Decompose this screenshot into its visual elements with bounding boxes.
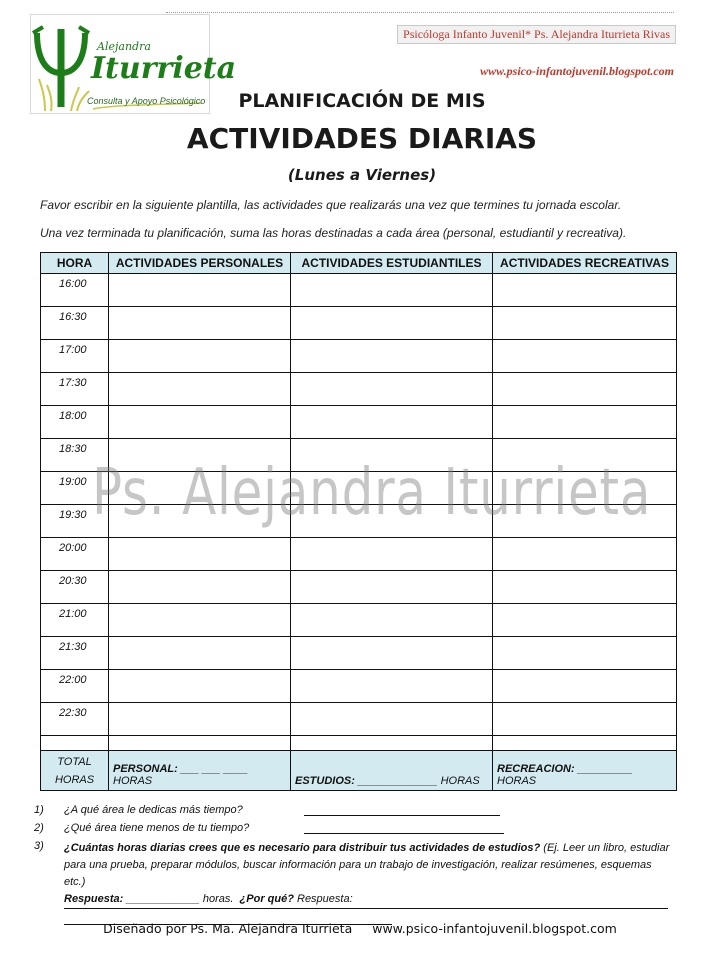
personal-cell[interactable]	[109, 406, 291, 439]
total-recreation-blank: _________	[577, 763, 633, 775]
study-cell[interactable]	[291, 373, 493, 406]
instruction-1: Favor escribir en la siguiente plantilla, las actividades que realizarás una vez que termines tu jornada escolar.	[40, 198, 622, 212]
time-cell: 20:00	[41, 538, 109, 571]
answer-blank[interactable]: ____________	[126, 893, 200, 905]
personal-cell[interactable]	[109, 307, 291, 340]
answer-label: Respuesta:	[64, 893, 124, 905]
recreation-cell[interactable]	[493, 307, 677, 340]
question-2	[34, 822, 674, 834]
cell-blank[interactable]	[291, 736, 493, 751]
time-cell: 21:00	[41, 604, 109, 637]
table-row	[41, 307, 677, 340]
total-studies-blank: _____________	[357, 775, 438, 787]
personal-cell[interactable]	[109, 604, 291, 637]
study-cell[interactable]	[291, 604, 493, 637]
question-1-number: 1)	[34, 804, 44, 816]
study-cell[interactable]	[291, 670, 493, 703]
extra-answer-line[interactable]	[64, 908, 668, 909]
question-3-bold: ¿Cuántas horas diarias crees que es necesario para distribuir tus actividades de estudios?	[64, 842, 541, 854]
total-label-2: HORAS	[54, 773, 95, 786]
total-recreation[interactable]	[493, 751, 677, 791]
personal-cell[interactable]	[109, 538, 291, 571]
study-cell[interactable]	[291, 637, 493, 670]
time-cell: 18:30	[41, 439, 109, 472]
personal-cell[interactable]	[109, 373, 291, 406]
header-estudiantiles: ACTIVIDADES ESTUDIANTILES	[291, 253, 493, 274]
time-cell: 16:30	[41, 307, 109, 340]
recreation-cell[interactable]	[493, 637, 677, 670]
time-cell: 17:30	[41, 373, 109, 406]
recreation-cell[interactable]	[493, 406, 677, 439]
table-row	[41, 274, 677, 307]
table-row	[41, 340, 677, 373]
answer-unit: horas.	[199, 893, 234, 905]
table-row	[41, 373, 677, 406]
header-recreativas: ACTIVIDADES RECREATIVAS	[493, 253, 677, 274]
total-recreation-unit: HORAS	[497, 775, 537, 787]
total-studies[interactable]	[291, 751, 493, 791]
table-row	[41, 670, 677, 703]
total-studies-unit: HORAS	[440, 775, 480, 787]
recreation-cell[interactable]	[493, 538, 677, 571]
logo-subtitle: Consulta y Apoyo Psicológico	[87, 96, 206, 106]
personal-cell[interactable]	[109, 340, 291, 373]
question-1	[34, 804, 674, 816]
footer-url[interactable]: www.psico-infantojuvenil.blogspot.com	[372, 921, 617, 936]
title-line-1: PLANIFICACIÓN DE MIS	[238, 90, 486, 112]
recreation-cell[interactable]	[493, 670, 677, 703]
table-row-blank	[41, 736, 677, 751]
personal-cell[interactable]	[109, 670, 291, 703]
table-row	[41, 538, 677, 571]
personal-cell[interactable]	[109, 637, 291, 670]
top-dotted-rule	[166, 12, 674, 13]
recreation-cell[interactable]	[493, 373, 677, 406]
watermark: Ps. Alejandra Iturrieta	[92, 456, 652, 530]
question-2-text: ¿Qué área tiene menos de tu tiempo?	[64, 822, 250, 834]
question-1-answer-line[interactable]	[304, 815, 500, 816]
recreation-cell[interactable]	[493, 604, 677, 637]
personal-cell[interactable]	[109, 571, 291, 604]
question-2-answer-line[interactable]	[304, 833, 504, 834]
table-row	[41, 406, 677, 439]
study-cell[interactable]	[291, 340, 493, 373]
question-3	[34, 840, 674, 925]
table-row	[41, 571, 677, 604]
question-3-example: (Ej. Leer un libro, estudiar para una prueba, preparar módulos, buscar información para un trabajo de investigación, realizar resúmenes, esquemas etc.)	[64, 842, 670, 888]
total-personal-blank: ___ ___ ____	[180, 763, 249, 775]
personal-cell[interactable]	[109, 703, 291, 736]
table-row-total	[41, 751, 677, 791]
study-cell[interactable]	[291, 307, 493, 340]
time-cell: 19:30	[41, 505, 109, 538]
study-cell[interactable]	[291, 538, 493, 571]
personal-cell[interactable]	[109, 274, 291, 307]
total-studies-label: ESTUDIOS:	[295, 775, 355, 787]
cell-blank[interactable]	[109, 736, 291, 751]
footer	[0, 921, 720, 936]
footer-designer: Diseñado por Ps. Ma. Alejandra Iturrieta	[103, 921, 353, 936]
questions	[34, 804, 674, 931]
recreation-cell[interactable]	[493, 703, 677, 736]
instruction-2: Una vez terminada tu planificación, suma las horas destinadas a cada área (personal, estudiantil y recreativa).	[40, 226, 627, 240]
table-row	[41, 637, 677, 670]
total-personal[interactable]	[109, 751, 291, 791]
header-personales: ACTIVIDADES PERSONALES	[109, 253, 291, 274]
recreation-cell[interactable]	[493, 340, 677, 373]
cell-blank[interactable]	[493, 736, 677, 751]
recreation-cell[interactable]	[493, 274, 677, 307]
time-cell: 22:30	[41, 703, 109, 736]
table-header-row	[41, 253, 677, 274]
header-badge: Psicóloga Infanto Juvenil* Ps. Alejandra Iturrieta Rivas	[397, 25, 676, 44]
total-personal-label: PERSONAL:	[113, 763, 178, 775]
table-row	[41, 604, 677, 637]
time-cell: 22:00	[41, 670, 109, 703]
question-1-text: ¿A qué área le dedicas más tiempo?	[64, 804, 243, 816]
total-label-1: TOTAL	[57, 755, 92, 768]
time-cell: 17:00	[41, 340, 109, 373]
title-line-3: (Lunes a Viernes)	[287, 166, 437, 184]
total-recreation-label: RECREACION:	[497, 763, 575, 775]
study-cell[interactable]	[291, 274, 493, 307]
time-cell: 20:30	[41, 571, 109, 604]
time-cell: 16:00	[41, 274, 109, 307]
total-label	[41, 751, 109, 791]
total-personal-unit: HORAS	[113, 775, 153, 787]
header-hora: HORA	[41, 253, 109, 274]
logo-name-main: Iturrieta	[91, 51, 237, 86]
time-cell: 21:30	[41, 637, 109, 670]
cell-blank	[41, 736, 109, 751]
why-label: ¿Por qué?	[239, 893, 294, 905]
recreation-cell[interactable]	[493, 571, 677, 604]
logo-name-top: Alejandra	[97, 40, 151, 53]
table-row	[41, 703, 677, 736]
time-cell: 18:00	[41, 406, 109, 439]
question-3-number: 3)	[34, 840, 44, 852]
study-cell[interactable]	[291, 406, 493, 439]
table-body	[41, 274, 677, 791]
question-3-text	[64, 840, 674, 925]
study-cell[interactable]	[291, 571, 493, 604]
title-line-2: ACTIVIDADES DIARIAS	[186, 122, 538, 155]
header-url[interactable]: www.psico-infantojuvenil.blogspot.com	[480, 64, 674, 78]
question-2-number: 2)	[34, 822, 44, 834]
study-cell[interactable]	[291, 703, 493, 736]
why-answer-label: Respuesta:	[293, 893, 353, 905]
time-cell: 19:00	[41, 472, 109, 505]
